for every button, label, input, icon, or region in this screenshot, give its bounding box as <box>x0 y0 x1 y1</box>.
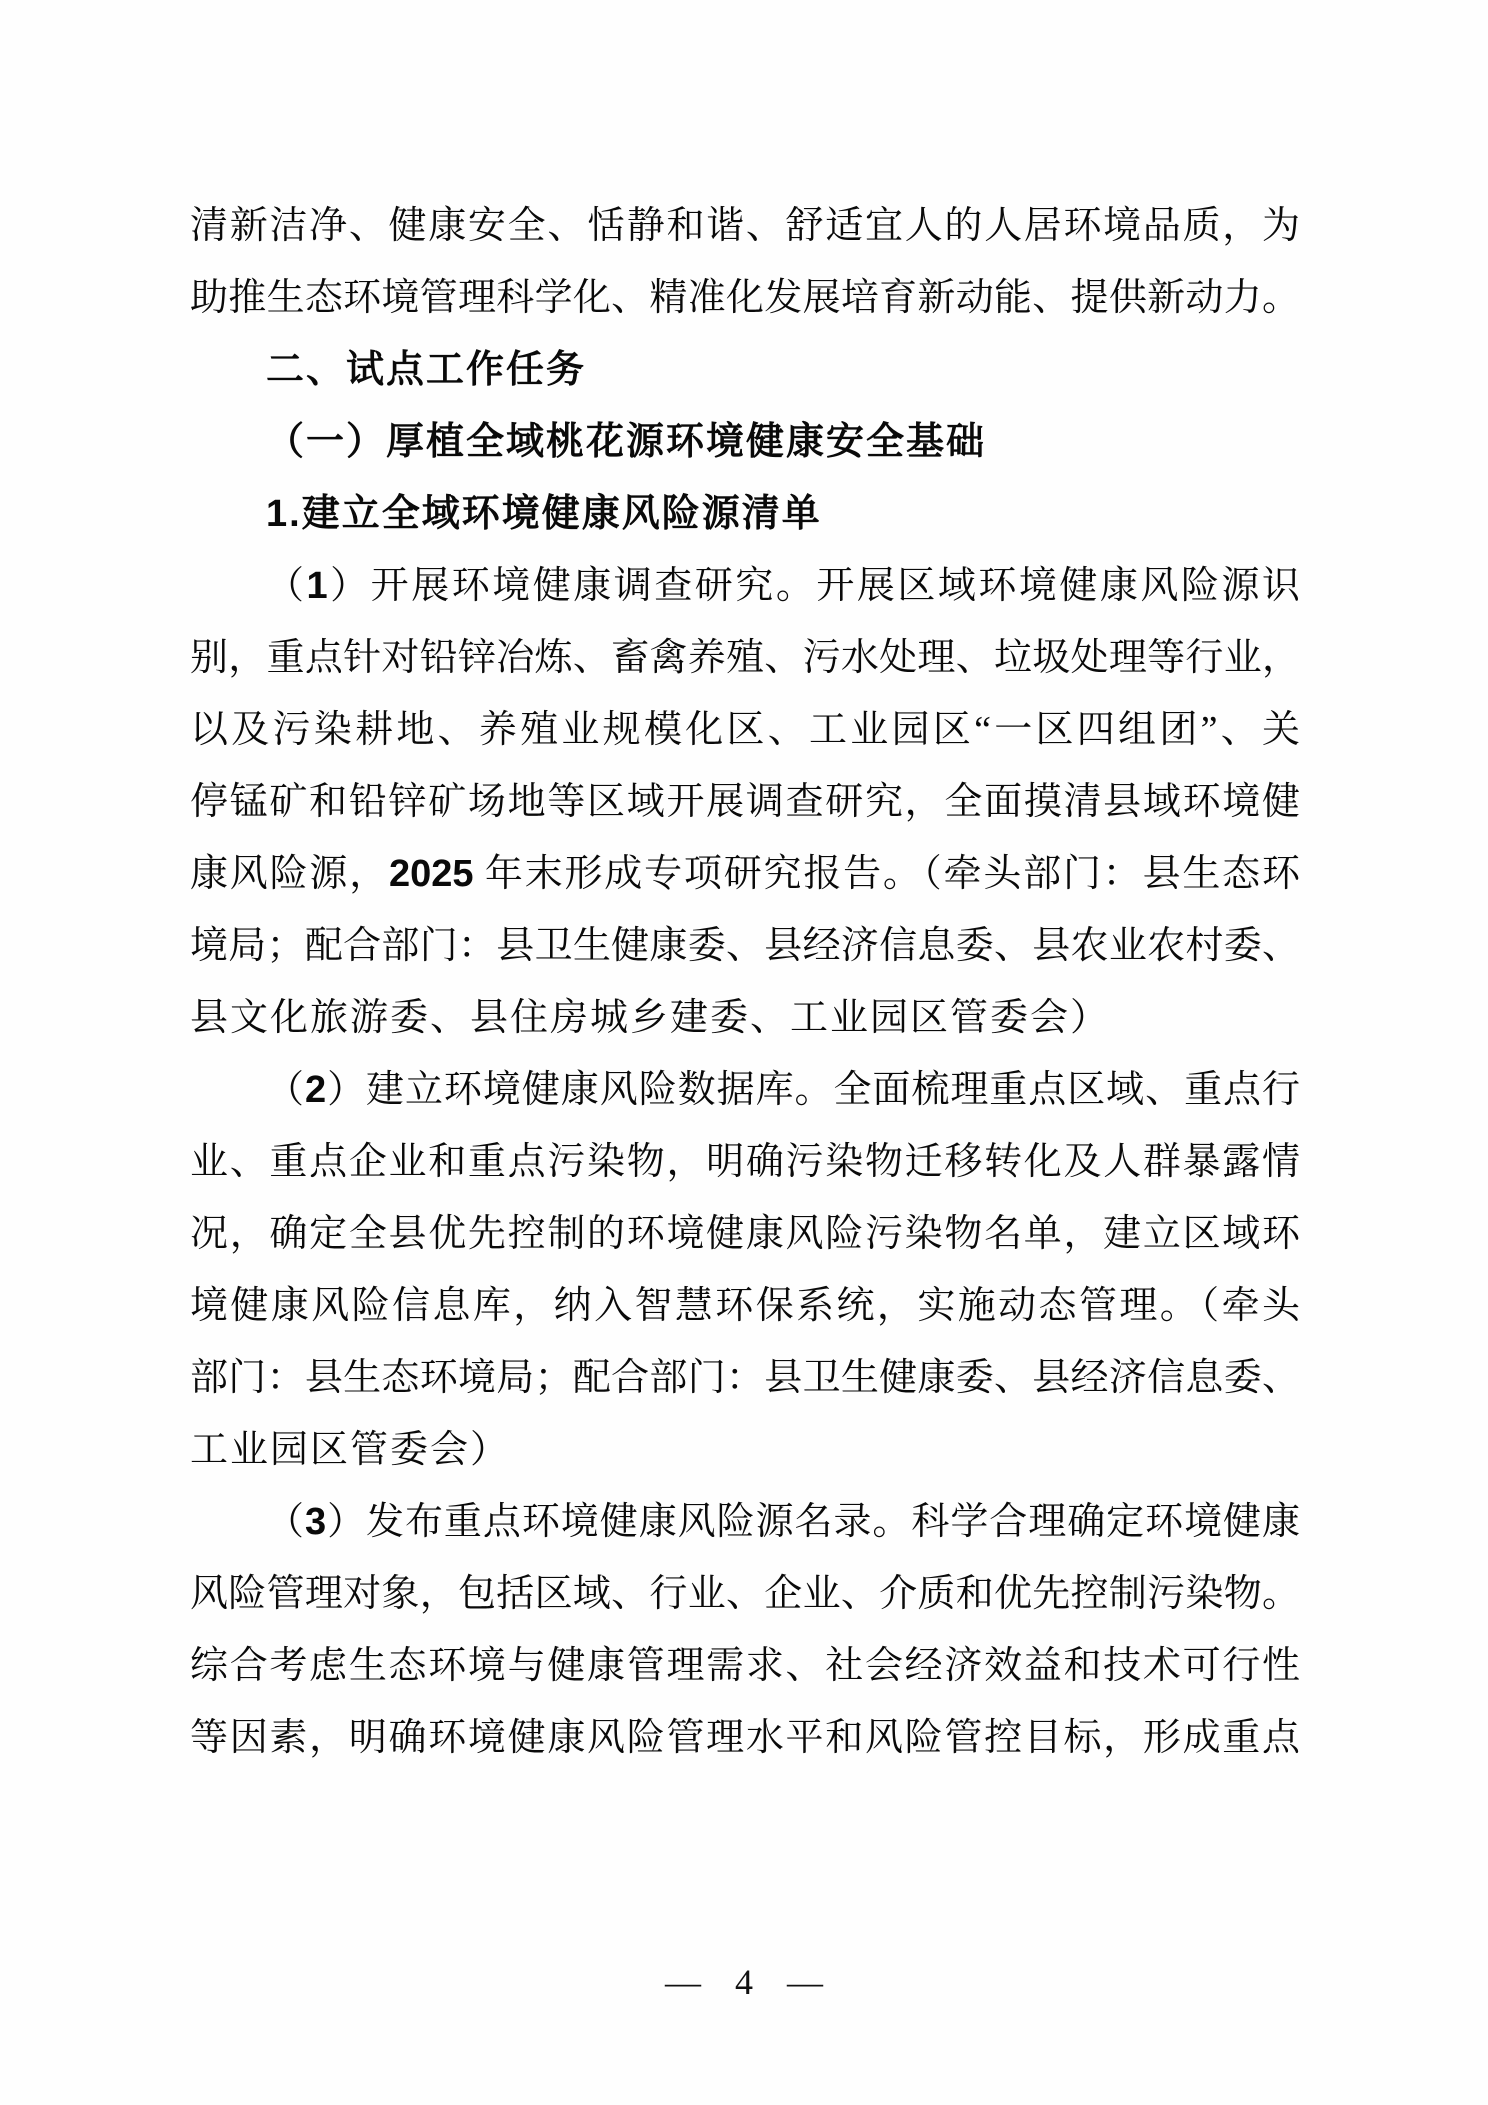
paragraph-2-line: 况，确定全县优先控制的环境健康风险污染物名单，建立区域环 <box>190 1213 1300 1255</box>
paragraph-3-line: （3）发布重点环境健康风险源名录。科学合理确定环境健康 <box>266 1501 1300 1543</box>
text-line: 助推生态环境管理科学化、精准化发展培育新动能、提供新动力。 <box>190 277 1300 319</box>
paragraph-1-line: 境局；配合部门：县卫生健康委、县经济信息委、县农业农村委、 <box>190 925 1300 967</box>
subsection-heading-1: （一）厚植全域桃花源环境健康安全基础 <box>266 421 987 463</box>
text-line: 清新洁净、健康安全、恬静和谐、舒适宜人的人居环境品质，为 <box>190 205 1300 247</box>
paragraph-2-line: 部门：县生态环境局；配合部门：县卫生健康委、县经济信息委、 <box>190 1357 1300 1399</box>
item-heading-1: 1.建立全域环境健康风险源清单 <box>266 493 822 535</box>
paragraph-3-line: 等因素，明确环境健康风险管理水平和风险管控目标，形成重点 <box>190 1717 1300 1759</box>
page-footer <box>0 1952 1488 2012</box>
section-heading-2: 二、试点工作任务 <box>266 349 587 391</box>
paragraph-3-line: 风险管理对象，包括区域、行业、企业、介质和优先控制污染物。 <box>190 1573 1300 1615</box>
page-number: 4 <box>735 1962 753 2002</box>
paragraph-1-line: 停锰矿和铅锌矿场地等区域开展调查研究，全面摸清县域环境健 <box>190 781 1300 823</box>
paragraph-2-line: （2）建立环境健康风险数据库。全面梳理重点区域、重点行 <box>266 1069 1300 1111</box>
paragraph-1-line: 县文化旅游委、县住房城乡建委、工业园区管委会） <box>190 997 1111 1039</box>
document-body <box>190 190 1300 1774</box>
paragraph-2-line: 境健康风险信息库，纳入智慧环保系统，实施动态管理。（牵头 <box>190 1285 1300 1327</box>
paragraph-3-line: 综合考虑生态环境与健康管理需求、社会经济效益和技术可行性 <box>190 1645 1300 1687</box>
paragraph-1-line: （1）开展环境健康调查研究。开展区域环境健康风险源识 <box>266 565 1300 607</box>
paragraph-1-line: 别，重点针对铅锌冶炼、畜禽养殖、污水处理、垃圾处理等行业， <box>190 637 1300 679</box>
footer-dash-left: — <box>665 1962 701 2002</box>
paragraph-1-line: 以及污染耕地、养殖业规模化区、工业园区“一区四组团”、关 <box>190 709 1300 751</box>
footer-dash-right: — <box>787 1962 823 2002</box>
paragraph-2-line: 工业园区管委会） <box>190 1429 511 1471</box>
paragraph-1-line: 康风险源，2025 年末形成专项研究报告。（牵头部门：县生态环 <box>190 853 1300 895</box>
paragraph-2-line: 业、重点企业和重点污染物，明确污染物迁移转化及人群暴露情 <box>190 1141 1300 1183</box>
